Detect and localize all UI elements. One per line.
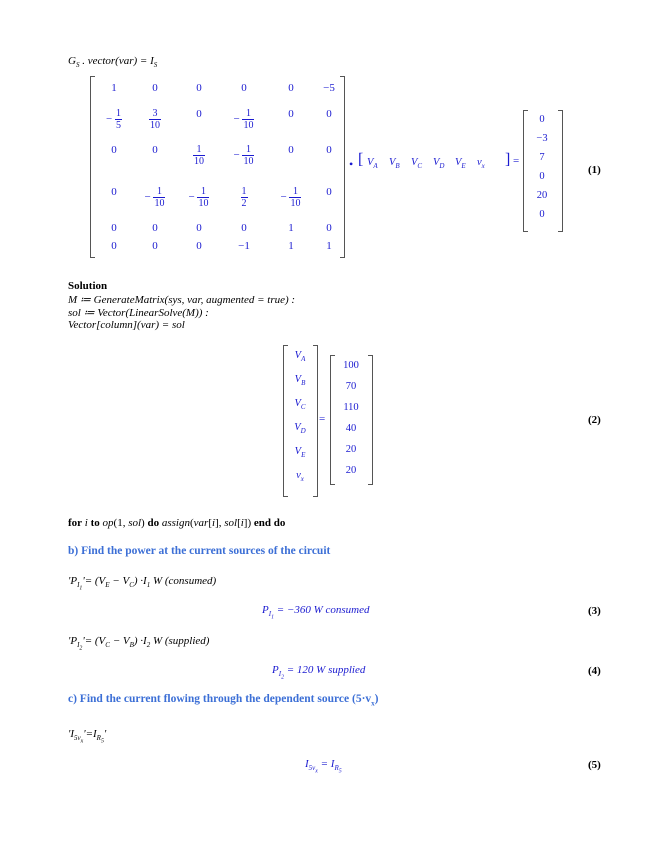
matrix-cell: 0 bbox=[111, 222, 117, 234]
matrix-cell: − $\frac{1}{10}$ bbox=[188, 186, 209, 209]
variable-entry: $V_C$ bbox=[411, 157, 423, 171]
matrix-cell: 0 bbox=[111, 186, 117, 198]
solution-right-bracket bbox=[368, 355, 373, 485]
i-result: $I_{5v_x} = I_{R_5}$ bbox=[305, 758, 342, 775]
variable-column-entry: $V_E$ bbox=[294, 446, 306, 460]
solution-left-bracket bbox=[330, 355, 335, 485]
matrix-cell: 0 bbox=[241, 222, 247, 234]
i-definition: '$I_{5v_x}'=I_{R_5}$' bbox=[68, 728, 107, 745]
matrix-cell: − $\frac{1}{10}$ bbox=[144, 186, 165, 209]
matrix-cell: $\frac{3}{10}$ bbox=[150, 108, 160, 131]
matrix-cell: 0 bbox=[326, 144, 332, 156]
matrix-cell: 0 bbox=[152, 82, 158, 94]
matrix-cell: −5 bbox=[323, 82, 335, 94]
matrix-cell: 0 bbox=[196, 222, 202, 234]
rhs-entry: 0 bbox=[539, 209, 545, 220]
matrix-cell: 1 bbox=[288, 222, 294, 234]
eq1-header: $G_S$ . vector(var) = $I_S$ bbox=[68, 55, 158, 70]
variable-entry: $V_D$ bbox=[433, 157, 445, 171]
variable-entry: $v_x$ bbox=[477, 157, 485, 171]
matrix-cell: 0 bbox=[288, 144, 294, 156]
variable-entry: $V_B$ bbox=[389, 157, 400, 171]
eq-label-1: (1) bbox=[588, 164, 601, 176]
matrix-cell: 0 bbox=[152, 222, 158, 234]
section-b-heading: b) Find the power at the current sources of the circuit bbox=[68, 545, 331, 557]
matrix-cell: 0 bbox=[326, 186, 332, 198]
rhs-entry: 0 bbox=[539, 171, 545, 182]
p1-definition: '$P_{I_1}'= (V_E - V_C) \cdot I_1$ W (consumed) bbox=[68, 575, 217, 592]
matrix-cell: 1 bbox=[326, 240, 332, 252]
matrix-cell: 0 bbox=[288, 82, 294, 94]
var-vector-right-bracket: ] bbox=[505, 151, 511, 168]
matrix-cell: $\frac{1}{10}$ bbox=[194, 144, 204, 167]
matrix-cell: 0 bbox=[241, 82, 247, 94]
p2-result: $P_{I_2} = 120$ W supplied bbox=[272, 664, 366, 681]
matrix-cell: − $\frac{1}{5}$ bbox=[106, 108, 121, 131]
rhs-entry: 20 bbox=[536, 190, 548, 201]
variable-column-entry: $v_x$ bbox=[296, 470, 304, 484]
variable-column-entry: $V_D$ bbox=[294, 422, 306, 436]
solution-line-2: sol ≔ Vector(LinearSolve(M)) : bbox=[68, 307, 209, 319]
dot-operator: • bbox=[349, 157, 354, 171]
matrix-cell: − $\frac{1}{10}$ bbox=[280, 186, 301, 209]
matrix-cell: 1 bbox=[288, 240, 294, 252]
rhs-right-bracket bbox=[558, 110, 563, 232]
matrix-cell: $\frac{1}{2}$ bbox=[241, 186, 247, 209]
matrix-cell: 0 bbox=[152, 144, 158, 156]
variable-column-entry: $V_B$ bbox=[294, 374, 306, 388]
matrix-left-bracket bbox=[90, 76, 95, 258]
solution-title: Solution bbox=[68, 280, 108, 292]
solution-entry: 20 bbox=[345, 465, 357, 476]
matrix-cell: 0 bbox=[196, 82, 202, 94]
matrix-cell: 1 bbox=[111, 82, 117, 94]
eq-label-4: (4) bbox=[588, 665, 601, 677]
matrix-cell: 0 bbox=[326, 108, 332, 120]
solution-entry: 100 bbox=[343, 360, 359, 371]
p2-definition: '$P_{I_2}'= (V_C - V_B) \cdot I_2$ W (supplied) bbox=[68, 635, 210, 652]
eq-label-5: (5) bbox=[588, 759, 601, 771]
solution-entry: 20 bbox=[345, 444, 357, 455]
matrix-cell: 0 bbox=[111, 144, 117, 156]
for-loop-statement: for i to op(1, sol) do assign(var[i], sol[i]) end do bbox=[68, 517, 286, 529]
rhs-entry: 0 bbox=[539, 114, 545, 125]
matrix-cell: 0 bbox=[111, 240, 117, 252]
var-vector-left-bracket: [ bbox=[358, 151, 364, 168]
eq-label-2: (2) bbox=[588, 414, 601, 426]
variable-column-entry: $V_C$ bbox=[294, 398, 306, 412]
rhs-entry: −3 bbox=[536, 133, 548, 144]
matrix-cell: 0 bbox=[288, 108, 294, 120]
matrix-cell: 0 bbox=[196, 108, 202, 120]
var-column-right-bracket bbox=[313, 345, 318, 497]
solution-entry: 110 bbox=[343, 402, 359, 413]
solution-entry: 40 bbox=[345, 423, 357, 434]
matrix-cell: − $\frac{1}{10}$ bbox=[233, 108, 254, 131]
matrix-cell: 0 bbox=[196, 240, 202, 252]
section-c-heading: c) Find the current flowing through the dependent source $(5\cdot v_x)$ bbox=[68, 693, 379, 708]
variable-column-entry: $V_A$ bbox=[294, 350, 306, 364]
equals-sign: = bbox=[513, 155, 520, 167]
matrix-cell: 0 bbox=[326, 222, 332, 234]
variable-entry: $V_E$ bbox=[455, 157, 466, 171]
solution-entry: 70 bbox=[345, 381, 357, 392]
solution-line-1: M ≔ GenerateMatrix(sys, var, augmented = true) : bbox=[68, 294, 296, 306]
solution-line-3: Vector[column](var) = sol bbox=[68, 319, 185, 331]
p1-result: $P_{I_1} = -360$ W consumed bbox=[262, 604, 370, 621]
variable-entry: $V_A$ bbox=[367, 157, 378, 171]
matrix-cell: −1 bbox=[238, 240, 250, 252]
matrix-cell: − $\frac{1}{10}$ bbox=[233, 144, 254, 167]
equals-sign-2: = bbox=[319, 413, 326, 425]
matrix-cell: 0 bbox=[152, 240, 158, 252]
eq-label-3: (3) bbox=[588, 605, 601, 617]
rhs-entry: 7 bbox=[539, 152, 545, 163]
